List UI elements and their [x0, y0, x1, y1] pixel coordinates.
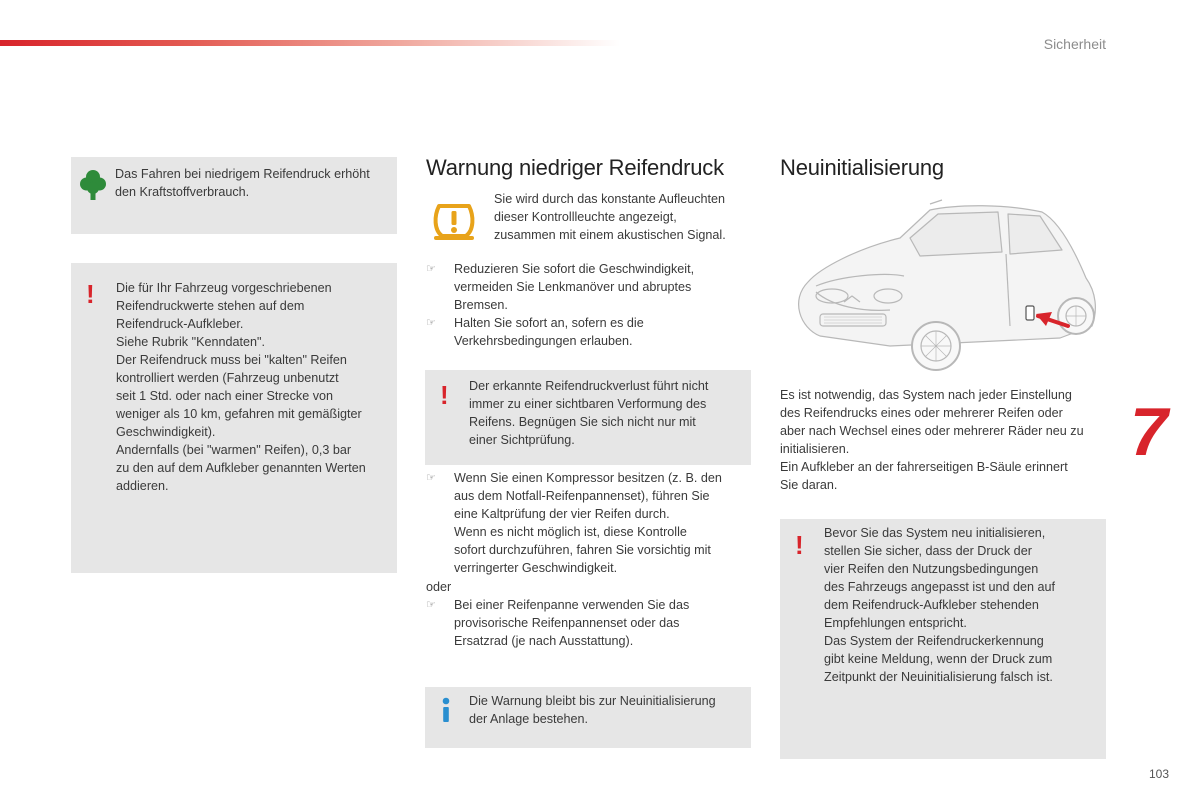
list-item: ☞ Halten Sie sofort an, sofern es die Verkehrsbedingungen erlauben. — [426, 316, 644, 348]
deformation-warning-box — [425, 370, 751, 465]
warning-lamp-description: Sie wird durch das konstante Aufleuchten dieser Kontrollleuchte angezeigt, zusammen mit einem akustischen Signal. — [494, 192, 726, 242]
reinit-warning-text: Bevor Sie das System neu initialisieren, stellen Sie sicher, dass der Druck der vier Reifen den Nutzungsbedingungen des Fahrzeugs angepasst ist und den auf dem Reifendruck-Aufkleber stehenden Empfehlungen entspricht. Das System der Reifendruckerkennung gibt keine Meldung, wenn der Druck zum Zeitpunkt der Neuinitialisierung falsch ist. — [824, 526, 1056, 684]
eco-tip-text: Das Fahren bei niedrigem Reifendruck erhöht den Kraftstoffverbrauch. — [115, 167, 370, 199]
info-box — [425, 687, 751, 748]
exclamation-icon: ! — [795, 530, 804, 560]
bullet-hand-icon: ☞ — [426, 263, 436, 275]
eco-tip-box — [71, 157, 397, 234]
tire-pressure-warning-icon — [431, 196, 477, 247]
chapter-number: 7 — [1130, 394, 1168, 470]
compressor-list — [426, 469, 746, 577]
reinit-body-text: Es ist notwendig, das System nach jeder Einstellung des Reifendrucks eines oder mehrerer Reifen oder aber nach Wechsel eines oder mehrerer Räder neu zu initialisieren. Ein Aufkleber an der fahrerseitigen B-Säule erinnert Sie daran. — [780, 388, 1084, 492]
tree-icon — [80, 169, 106, 206]
bullet-hand-icon: ☞ — [426, 317, 436, 329]
tire-pressure-warning-box — [71, 263, 397, 573]
exclamation-icon: ! — [440, 380, 449, 410]
list-item: ☞ Reduzieren Sie sofort die Geschwindigkeit, vermeiden Sie Lenkmanöver und abruptes Bremsen. — [426, 262, 695, 312]
page-number: 103 — [1149, 767, 1170, 781]
list-item: ☞ Wenn Sie einen Kompressor besitzen (z. B. den aus dem Notfall-Reifenpannenset), führen Sie eine Kaltprüfung der vier Reifen durch. Wenn es nicht möglich ist, diese Kontrolle sofort durchzuführen, fahren Sie vorsichtig mit verringerter Geschwindigkeit. — [426, 471, 722, 575]
exclamation-icon: ! — [86, 279, 95, 309]
header-accent-bar — [0, 40, 620, 46]
reinit-warning-box — [780, 519, 1106, 759]
spare-wheel-list — [426, 596, 746, 650]
bullet-hand-icon: ☞ — [426, 472, 436, 484]
section-title-reinit: Neuinitialisierung — [780, 155, 944, 180]
tire-pressure-warning-text: Die für Ihr Fahrzeug vorgeschriebenen Reifendruckwerte stehen auf dem Reifendruck-Aufkleber. Siehe Rubrik "Kenndaten". Der Reifendruck muss bei "kalten" Reifen kontrolliert werden (Fahrzeug unbenutzt seit 1 Std. oder nach einer Strecke von weniger als 10 km, gefahren mit gemäßigter Geschwindigkeit). Andernfalls (bei "warmen" Reifen), 0,3 bar zu den auf dem Aufkleber genannten Werten addieren. — [116, 281, 366, 493]
bullet-hand-icon: ☞ — [426, 599, 436, 611]
deformation-warning-text: Der erkannte Reifendruckverlust führt nicht immer zu einer sichtbaren Verformung des Reifens. Begnügen Sie sich nicht nur mit einer Sichtprüfung. — [469, 379, 709, 447]
immediate-actions-list — [426, 260, 746, 350]
section-label: Sicherheit — [1043, 36, 1106, 52]
oder-text: oder — [426, 580, 452, 594]
info-icon — [439, 697, 453, 728]
info-text: Die Warnung bleibt bis zur Neuinitialisierung der Anlage bestehen. — [469, 694, 716, 726]
list-item: ☞ Bei einer Reifenpanne verwenden Sie das provisorische Reifenpannenset oder das Ersatzrad (je nach Ausstattung). — [426, 598, 690, 648]
section-title-warning: Warnung niedriger Reifendruck — [426, 155, 724, 180]
car-illustration — [780, 196, 1104, 377]
